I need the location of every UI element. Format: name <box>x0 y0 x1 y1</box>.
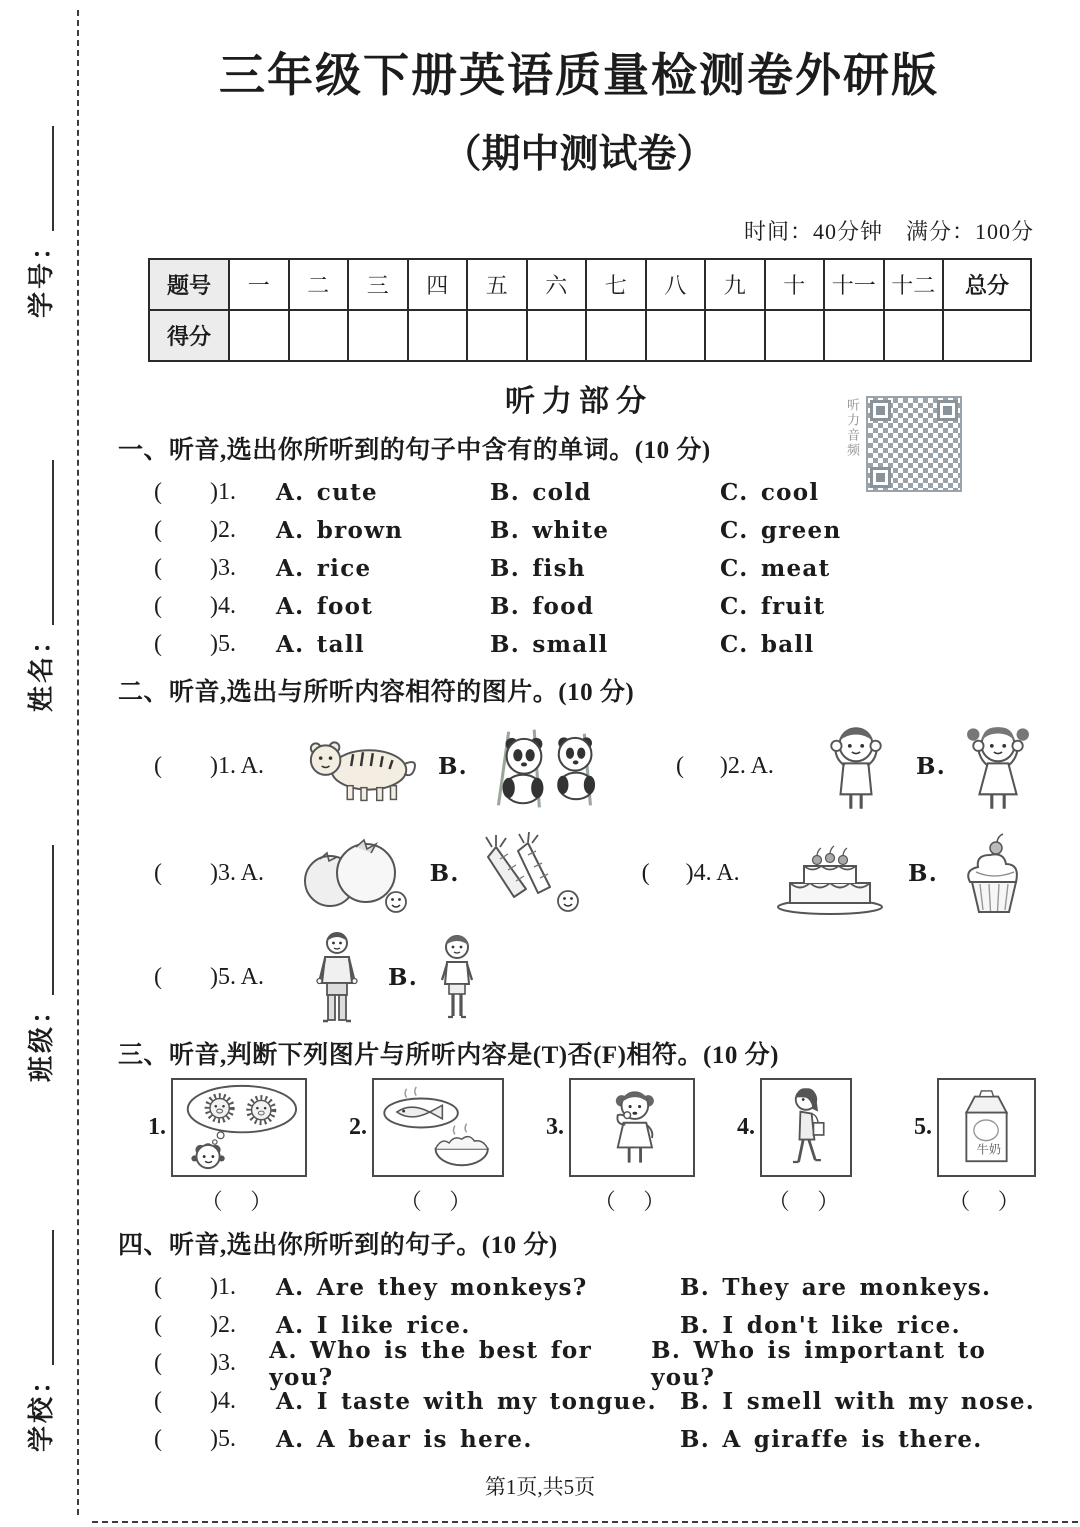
score-col-2: 二 <box>289 259 349 310</box>
girl-thinking-of-lions-image <box>171 1078 307 1177</box>
student-id-blank-line <box>32 126 54 231</box>
answer-blank: ( )2. <box>154 516 236 543</box>
question-item <box>154 511 1040 549</box>
answer-blank: ( )3. A. <box>154 860 264 887</box>
score-col-6: 六 <box>527 259 587 310</box>
girl-walking-image <box>760 1078 852 1177</box>
option-b: B. They are monkeys. <box>680 1274 992 1302</box>
paper-body <box>118 0 1040 1459</box>
name-blank-line <box>32 460 54 625</box>
school-field <box>24 1230 60 1452</box>
answer-blank: ( )1. <box>154 478 236 505</box>
paper-subtitle: （期中测试卷） <box>442 132 716 176</box>
option-b: B. cold <box>490 478 592 506</box>
student-id-label: 学号： <box>27 230 56 318</box>
picture-question-row <box>154 930 1040 1026</box>
audio-qr-block <box>843 396 962 492</box>
score-cell <box>289 310 349 361</box>
time-score-info: 时间：40分钟 满分：100分 <box>743 218 1034 244</box>
answer-blank: （ ） <box>200 1189 273 1215</box>
tf-item <box>148 1078 307 1216</box>
score-table <box>148 258 1032 362</box>
score-col-9: 九 <box>705 259 765 310</box>
score-cell <box>348 310 408 361</box>
option-c: C. meat <box>720 554 831 582</box>
answer-blank: ( )2. <box>154 1312 236 1339</box>
item-number: 1. <box>148 1114 166 1141</box>
item-number: 3. <box>546 1114 564 1141</box>
name-field <box>24 460 60 712</box>
score-col-12: 十二 <box>884 259 944 310</box>
answer-blank: ( )2. A. <box>675 753 774 780</box>
pandas-image <box>478 723 616 811</box>
score-col-5: 五 <box>467 259 527 310</box>
name-label: 姓名： <box>27 624 56 712</box>
tf-item <box>737 1078 852 1216</box>
option-b: B. fish <box>490 554 586 582</box>
answer-blank: （ ） <box>948 1189 1020 1215</box>
girl-tasting-image <box>569 1078 695 1177</box>
class-field <box>24 845 60 1082</box>
tf-question-row <box>148 1078 1040 1216</box>
score-col-8: 八 <box>646 259 706 310</box>
option-b: B. I don't like rice. <box>680 1312 961 1340</box>
score-cell <box>705 310 765 361</box>
answer-blank: ( )4. <box>154 1388 236 1415</box>
picture-question-row <box>154 718 1040 816</box>
boy-touching-ears-image <box>814 718 898 816</box>
binding-dashed-line <box>77 10 79 1515</box>
answer-blank: ( )4. <box>154 592 236 619</box>
option-a: A. brown <box>276 516 404 544</box>
option-b-label: B. <box>908 860 939 888</box>
answer-blank: ( )5. <box>154 1426 236 1453</box>
answer-blank: （ ） <box>593 1189 666 1215</box>
option-b: B. Who is important to you? <box>651 1336 987 1391</box>
score-label: 得分 <box>149 310 229 361</box>
option-c: C. ball <box>720 630 815 658</box>
answer-blank: ( )4. A. <box>641 860 740 887</box>
score-cell <box>884 310 944 361</box>
section4-title: 四、听音,选出你所听到的句子。(10 分) <box>118 1232 558 1260</box>
qr-finder <box>870 400 891 421</box>
school-blank-line <box>32 1230 54 1365</box>
option-b: B. small <box>490 630 609 658</box>
score-col-11: 十一 <box>824 259 884 310</box>
section2-title: 二、听音,选出与所听内容相符的图片。(10 分) <box>118 679 635 707</box>
fish-and-rice-image <box>372 1078 504 1177</box>
cake-image <box>770 831 890 917</box>
score-cell <box>765 310 825 361</box>
item-number: 5. <box>914 1114 932 1141</box>
option-b-label: B. <box>916 753 947 781</box>
answer-blank: ( )3. <box>154 1350 236 1377</box>
item-number: 4. <box>737 1114 755 1141</box>
score-table-score-row <box>149 310 1031 361</box>
boy-standing-image <box>428 933 486 1023</box>
tf-item <box>349 1078 504 1216</box>
item-number: 2. <box>349 1114 367 1141</box>
answer-blank: ( )1. <box>154 1274 236 1301</box>
question-item <box>154 587 1040 625</box>
student-id-field <box>24 126 60 318</box>
answer-blank: ( )5. A. <box>154 964 264 991</box>
question-item <box>154 1383 1040 1421</box>
option-a: A. cute <box>276 478 378 506</box>
question-item <box>154 625 1040 663</box>
score-cell <box>527 310 587 361</box>
score-col-1: 一 <box>229 259 289 310</box>
section1-title: 一、听音,选出你所听到的句子中含有的单词。(10 分) <box>118 436 711 464</box>
option-a: A. I like rice. <box>276 1312 471 1340</box>
option-b: B. I smell with my nose. <box>680 1388 1036 1416</box>
option-a: A. A bear is here. <box>276 1426 533 1454</box>
option-a: A. tall <box>276 630 365 658</box>
score-cell <box>408 310 468 361</box>
school-label: 学校： <box>27 1364 56 1452</box>
audio-qr-label: 听力音频 <box>845 398 860 458</box>
option-c: C. green <box>720 516 842 544</box>
score-cell <box>467 310 527 361</box>
section3-title: 三、听音,判断下列图片与所听内容是(T)否(F)相符。(10 分) <box>118 1041 779 1069</box>
option-a: A. foot <box>276 592 374 620</box>
score-cell <box>229 310 289 361</box>
option-b: B. white <box>490 516 610 544</box>
score-col-3: 三 <box>348 259 408 310</box>
milk-carton-text: 牛奶 <box>976 1143 1001 1158</box>
answer-blank: ( )1. A. <box>154 753 264 780</box>
answer-blank: ( )5. <box>154 630 236 657</box>
option-b-label: B. <box>429 860 460 888</box>
option-a: A. rice <box>276 554 372 582</box>
cupcake-image <box>948 828 1040 920</box>
man-standing-image <box>304 930 370 1026</box>
answer-blank: （ ） <box>399 1189 472 1215</box>
question-item <box>154 549 1040 587</box>
option-b: B. A giraffe is there. <box>680 1426 983 1454</box>
score-col-4: 四 <box>408 259 468 310</box>
option-a: A. Who is the best for you? <box>269 1336 592 1391</box>
bottom-dashed-line <box>92 1521 1078 1523</box>
total-score-label: 总分 <box>943 259 1031 310</box>
option-b-label: B. <box>388 964 419 992</box>
answer-blank: ( )3. <box>154 554 236 581</box>
option-a: A. Are they monkeys? <box>276 1274 588 1302</box>
question-number-label: 题号 <box>149 259 229 310</box>
class-blank-line <box>32 845 54 995</box>
girl-covering-ears-image <box>956 718 1040 816</box>
score-col-7: 七 <box>586 259 646 310</box>
paper-title: 三年级下册英语质量检测卷外研版 <box>219 50 939 101</box>
carrots-image <box>470 831 582 917</box>
score-cell <box>646 310 706 361</box>
option-b: B. food <box>490 592 595 620</box>
question-item <box>154 1421 1040 1459</box>
score-col-10: 十 <box>765 259 825 310</box>
listening-part-header: 听力部分 <box>505 384 653 418</box>
score-cell <box>824 310 884 361</box>
tiger-image <box>302 728 420 806</box>
qr-finder <box>870 467 891 488</box>
question-item <box>154 1336 1040 1391</box>
answer-blank: （ ） <box>767 1189 840 1215</box>
qr-code-icon <box>866 396 962 492</box>
score-cell <box>586 310 646 361</box>
score-cell <box>943 310 1031 361</box>
class-label: 班级： <box>27 994 56 1082</box>
page-footer: 第1页,共5页 <box>484 1475 596 1499</box>
picture-question-row <box>154 828 1040 920</box>
option-a: A. I taste with my tongue. <box>276 1388 657 1416</box>
milk-carton-image <box>937 1078 1036 1177</box>
question-item <box>154 1269 1040 1307</box>
tf-item <box>546 1078 695 1216</box>
option-c: C. fruit <box>720 592 826 620</box>
tf-item <box>914 1078 1036 1216</box>
score-table-header-row <box>149 259 1031 310</box>
option-c: C. cool <box>720 478 820 506</box>
option-b-label: B. <box>437 753 468 781</box>
tomatoes-image <box>292 831 412 917</box>
qr-finder <box>937 400 958 421</box>
